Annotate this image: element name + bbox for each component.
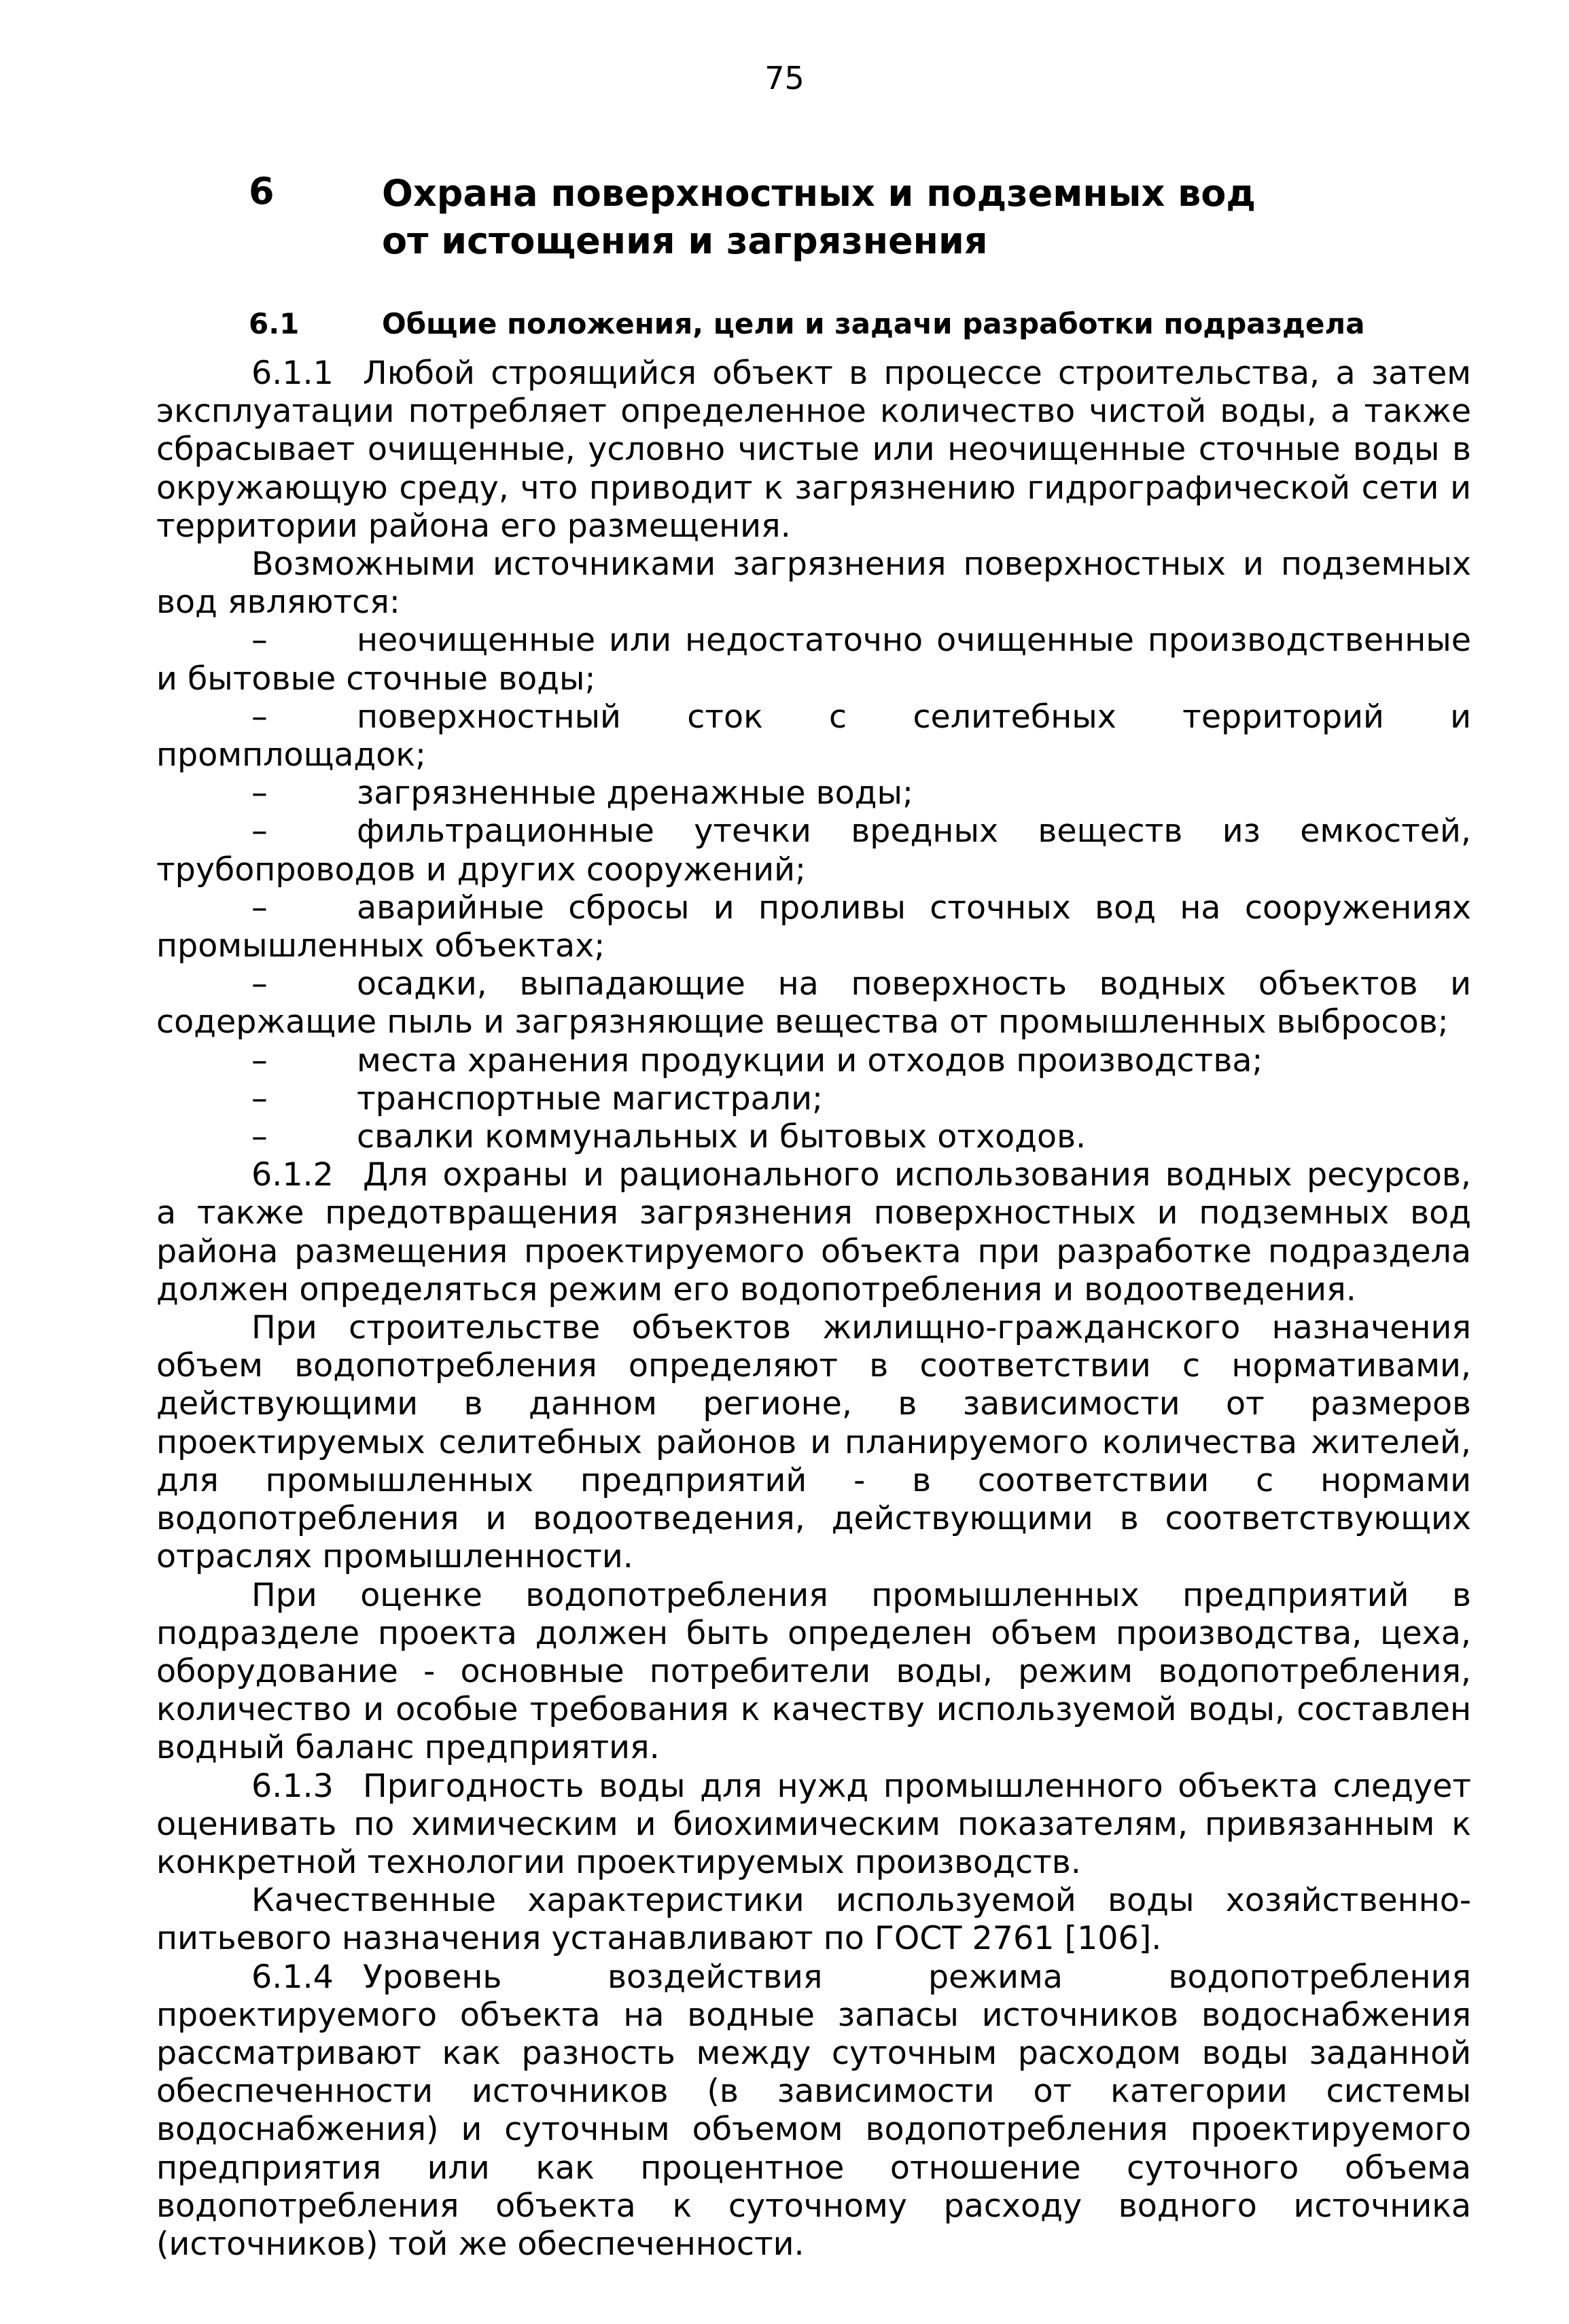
list-item-text: загрязненные дренажные воды; <box>357 774 913 812</box>
list-item <box>156 1080 1471 1118</box>
list-item <box>156 812 1471 889</box>
clause-number: 6.1.2 <box>251 1156 334 1194</box>
clause-text: Уровень воздействия режима водопотребления проектируемого объекта на водные запасы источников водоснабжения рассматривают как разность между суточным расходом воды заданной обеспеченности источников (в зависимости от категории системы водоснабжения) и суточным объемом водопотребления проектируемого предприятия или как процентное отношение суточного объема водопотребления объекта к суточному расходу водного источника (источников) той же обеспеченности. <box>156 1958 1471 2263</box>
list-dash: – <box>251 622 268 660</box>
clause-number: 6.1.3 <box>251 1767 334 1805</box>
page-number: 75 <box>764 60 805 96</box>
sources-intro: Возможными источниками загрязнения поверхностных и подземных вод являются: <box>156 546 1471 622</box>
clause-number: 6.1.1 <box>251 355 334 392</box>
chapter-title-line1: Охрана поверхностных и подземных вод <box>382 172 1256 215</box>
list-item <box>156 889 1471 965</box>
list-item <box>156 1118 1471 1156</box>
list-item-text: фильтрационные утечки вредных веществ из емкостей, трубопроводов и других сооружений; <box>156 812 1471 889</box>
chapter-title-line2: от истощения и загрязнения <box>382 219 988 262</box>
chapter-number: 6 <box>249 170 275 213</box>
paragraph-6-1-1 <box>156 355 1471 546</box>
list-dash: – <box>251 889 268 927</box>
list-dash: – <box>251 774 268 812</box>
list-dash: – <box>251 965 268 1003</box>
paragraph-construction: При строительстве объектов жилищно-гражданского назначения объем водопотребления определяют в соответствии с нормативами, действующими в данном регионе, в зависимости от размеров проектируемых селитебных районов и планируемого количества жителей, для промышленных предприятий - в соответствии с нормами водопотребления и водоотведения, действующими в соответствующих отраслях промышленности. <box>156 1309 1471 1576</box>
list-item <box>156 965 1471 1041</box>
list-dash: – <box>251 1041 268 1079</box>
list-item-text: свалки коммунальных и бытовых отходов. <box>357 1118 1087 1156</box>
chapter-title <box>382 170 1442 265</box>
list-item <box>156 622 1471 698</box>
list-item-text: осадки, выпадающие на поверхность водных объектов и содержащие пыль и загрязняющие вещества от промышленных выбросов; <box>156 965 1471 1041</box>
list-item-text: поверхностный сток с селитебных территорий и промплощадок; <box>156 698 1471 774</box>
list-dash: – <box>251 698 268 736</box>
list-item-text: аварийные сбросы и проливы сточных вод на сооружениях промышленных объектах; <box>156 889 1471 965</box>
list-item-text: места хранения продукции и отходов производства; <box>357 1041 1263 1079</box>
body-text <box>156 355 1471 2264</box>
section-number: 6.1 <box>249 307 300 340</box>
list-item-text: неочищенные или недостаточно очищенные производственные и бытовые сточные воды; <box>156 622 1471 698</box>
list-dash: – <box>251 1079 268 1118</box>
clause-text: Пригодность воды для нужд промышленного объекта следует оценивать по химическим и биохимическим показателям, привязанным к конкретной технологии проектируемых производств. <box>156 1767 1471 1881</box>
list-item <box>156 698 1471 774</box>
paragraph-6-1-4 <box>156 1959 1471 2264</box>
section-title: Общие положения, цели и задачи разработки подраздела <box>382 307 1365 340</box>
clause-text: Любой строящийся объект в процессе строительства, а затем эксплуатации потребляет определенное количество чистой воды, а также сбрасывает очищенные, условно чистые или неочищенные сточные воды в окружающую среду, что приводит к загрязнению гидрографической сети и территории района его размещения. <box>156 355 1471 545</box>
paragraph-6-1-2 <box>156 1156 1471 1309</box>
clause-number: 6.1.4 <box>251 1958 334 1996</box>
list-item <box>156 1042 1471 1080</box>
paragraph-assessment: При оценке водопотребления промышленных предприятий в подразделе проекта должен быть определен объем производства, цеха, оборудование - основные потребители воды, режим водопотребления, количество и особые требования к качеству используемой воды, составлен водный баланс предприятия. <box>156 1576 1471 1767</box>
clause-text: Для охраны и рационального использования водных ресурсов, а также предотвращения загрязнения поверхностных и подземных вод района размещения проектируемого объекта при разработке подраздела должен определяться режим его водопотребления и водоотведения. <box>156 1156 1471 1308</box>
paragraph-6-1-3 <box>156 1768 1471 1882</box>
paragraph-quality: Качественные характеристики используемой воды хозяйственно-питьевого назначения устанавливают по ГОСТ 2761 [106]. <box>156 1882 1471 1958</box>
list-dash: – <box>251 1118 268 1156</box>
list-item-text: транспортные магистрали; <box>357 1079 823 1118</box>
list-item <box>156 774 1471 812</box>
list-dash: – <box>251 812 268 851</box>
